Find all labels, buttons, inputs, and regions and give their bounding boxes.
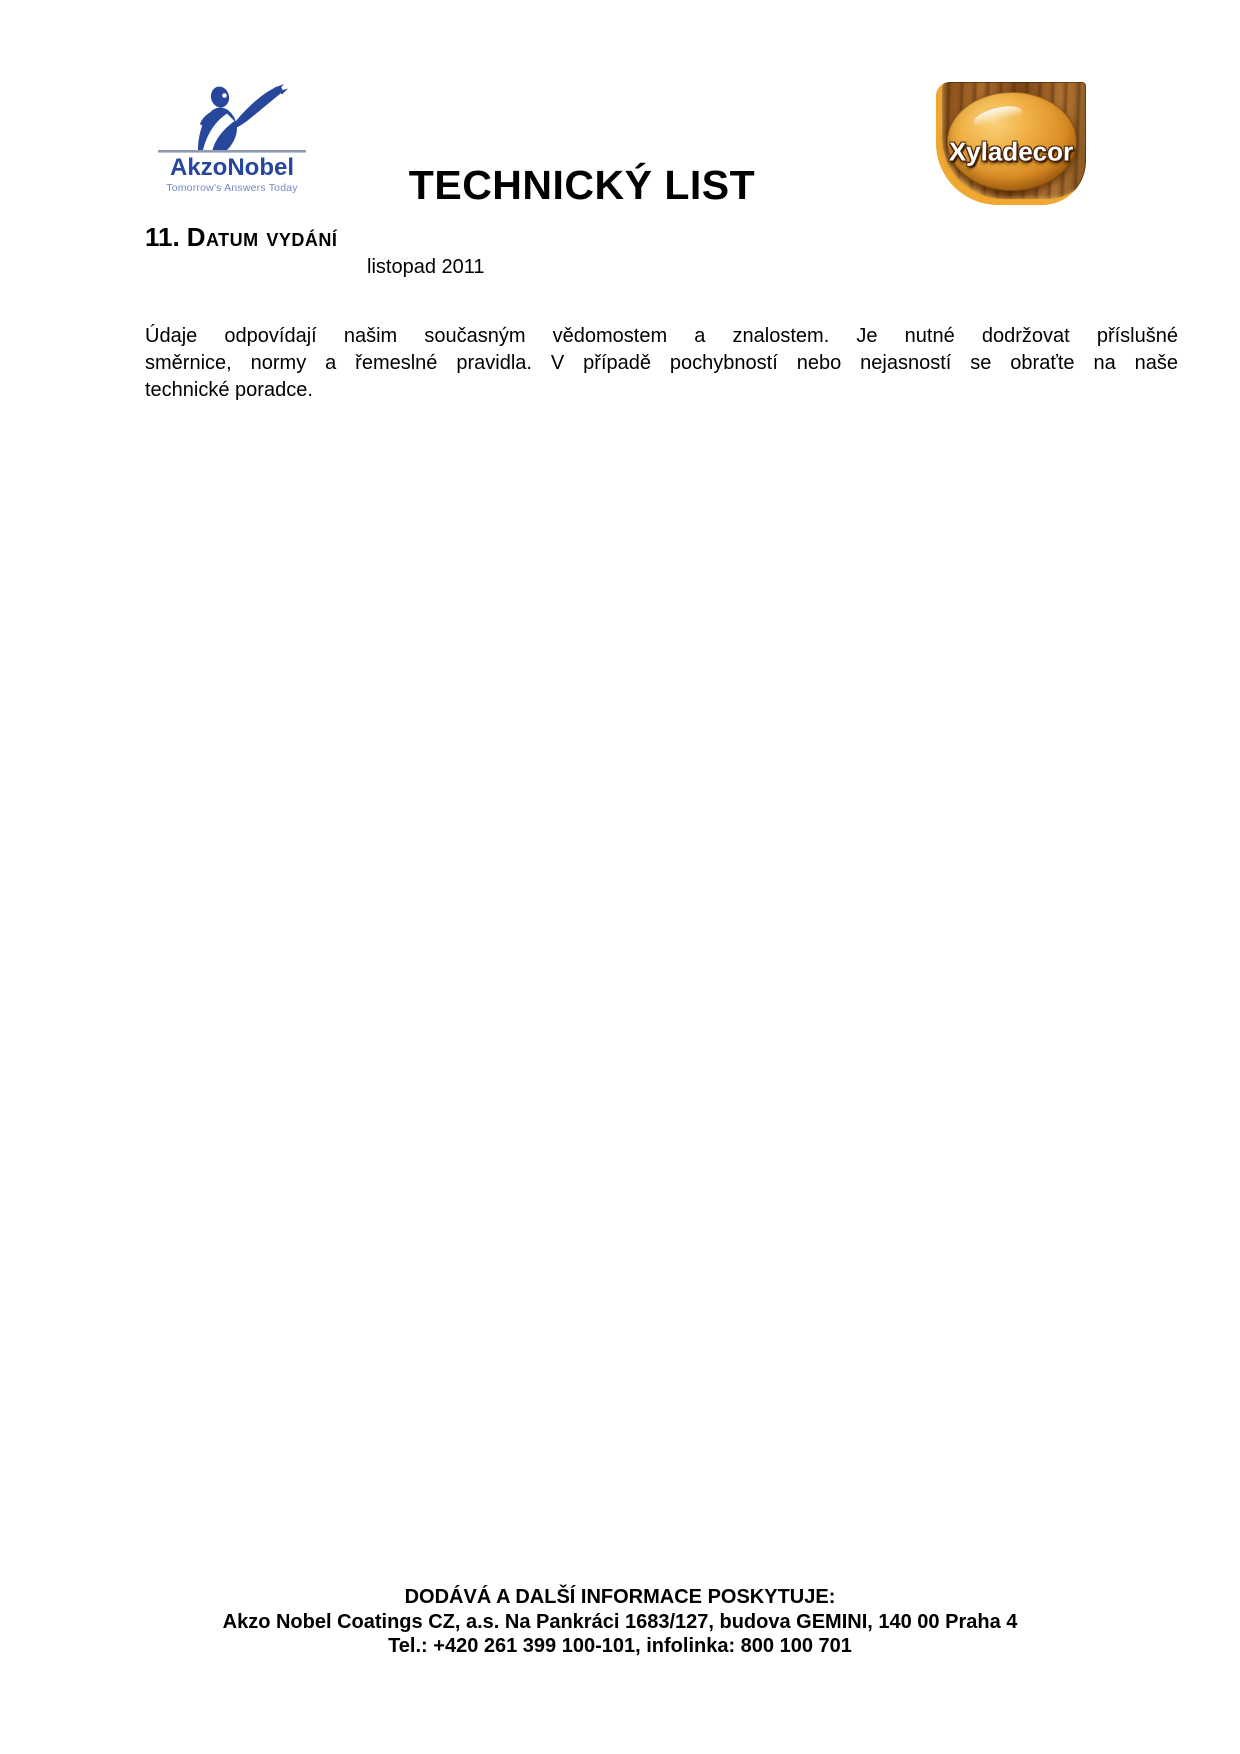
- footer-phone: Tel.: +420 261 399 100-101, infolinka: 800 100 701: [388, 1635, 852, 1657]
- akzonobel-logo: [156, 84, 308, 194]
- akzonobel-tagline: Tomorrow's Answers Today: [166, 182, 298, 194]
- akzonobel-baseline: [158, 150, 306, 153]
- issue-date: listopad 2011: [367, 256, 485, 278]
- body-paragraph: [145, 323, 1178, 404]
- section-number: 11.: [145, 222, 180, 252]
- xyladecor-brand: Xyladecor: [948, 136, 1074, 167]
- akzonobel-figure-icon: [156, 84, 308, 154]
- footer: [0, 1585, 1240, 1659]
- footer-address: Akzo Nobel Coatings CZ, a.s. Na Pankráci 1683/127, budova GEMINI, 140 00 Praha 4: [222, 1610, 1018, 1633]
- paragraph-line: směrnice, normy a řemeslné pravidla. V případě pochybností nebo nejasností se obraťte na naše: [145, 352, 1178, 374]
- section-heading: [145, 222, 337, 252]
- paragraph-line: technické poradce.: [145, 379, 313, 401]
- footer-heading: DODÁVÁ A DALŠÍ INFORMACE POSKYTUJE:: [404, 1586, 836, 1608]
- paragraph-line: Údaje odpovídají našim současným vědomostem a znalostem. Je nutné dodržovat příslušné: [145, 325, 1178, 347]
- xyladecor-gloss-highlight: [971, 102, 1023, 131]
- section-heading-text: Datum vydání: [186, 222, 338, 252]
- akzonobel-brand: AkzoNobel: [169, 154, 294, 181]
- document-title: TECHNICKÝ LIST: [408, 162, 756, 208]
- xyladecor-logo: [936, 82, 1086, 205]
